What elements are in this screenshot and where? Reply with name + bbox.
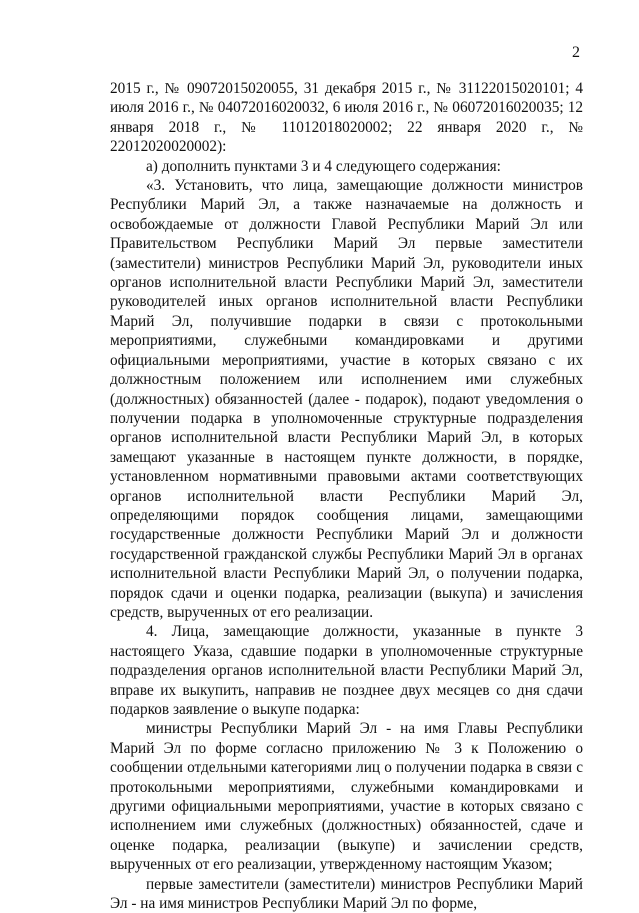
paragraph-first-deputies: первые заместители (заместители) министров Республики Марий Эл - на имя министров Республики Марий Эл по форме,: [110, 875, 583, 913]
page-number: 2: [572, 44, 580, 61]
paragraph-item-a: а) дополнить пунктами 3 и 4 следующего содержания:: [146, 157, 501, 175]
paragraph-ministers: министры Республики Марий Эл - на имя Главы Республики Марий Эл по форме согласно приложению № 3 к Положению о сообщении отдельными категориями лиц о получении подарка в связи с протокольными мероприятиями, служебными командировками и другими официальными мероприятиями, участие в которых связано с исполнением ими служебных (должностных) обязанностей, сдаче и оценке подарка, реализации (выкупе) и зачислении средств, вырученных от его реализации, утвержденному настоящим Указом;: [110, 720, 583, 874]
paragraph-continuation: 2015 г., № 09072015020055, 31 декабря 2015 г., № 31122015020101; 4 июля 2016 г., № 04072016020032, 6 июля 2016 г., № 06072016020035; 12 января 2018 г., № 11012018020002; 22 января 2020 г., № 22012020020002):: [110, 80, 583, 156]
paragraph-point-3: «3. Установить, что лица, замещающие должности министров Республики Марий Эл, а также назначаемые на должность и освобождаемые от должности Главой Республики Марий Эл или Правительством Республики Марий Эл первые заместители (заместители) министров Республики Марий Эл, руководители иных органов исполнительной власти Республики Марий Эл, заместители руководителей иных органов исполнительной власти Республики Марий Эл, получившие подарки в связи с протокольными мероприятиями, служебными командировками и другими официальными мероприятиями, участие в которых связано с их должностным положением или исполнением ими служебных (должностных) обязанностей (далее - подарок), подают уведомления о получении подарка в уполномоченные структурные подразделения органов исполнительной власти Республики Марий Эл, в которых замещают указанные в настоящем пункте должности, в порядке, установленном нормативными правовыми актами соответствующих органов исполнительной власти Республики Марий Эл, определяющими порядок сообщения лицами, замещающими государственные должности Республики Марий Эл и должности государственной гражданской службы Республики Марий Эл в органах исполнительной власти Республики Марий Эл, о получении подарка, порядок сдачи и оценки подарка, реализации (выкупа) и зачисления средств, вырученных от его реализации.: [110, 177, 583, 621]
document-body: [110, 79, 583, 913]
paragraph-point-4: 4. Лица, замещающие должности, указанные в пункте 3 настоящего Указа, сдавшие подарки в уполномоченные структурные подразделения органов исполнительной власти Республики Марий Эл, вправе их выкупить, направив не позднее двух месяцев со дня сдачи подарков заявление о выкупе подарка:: [110, 623, 583, 718]
